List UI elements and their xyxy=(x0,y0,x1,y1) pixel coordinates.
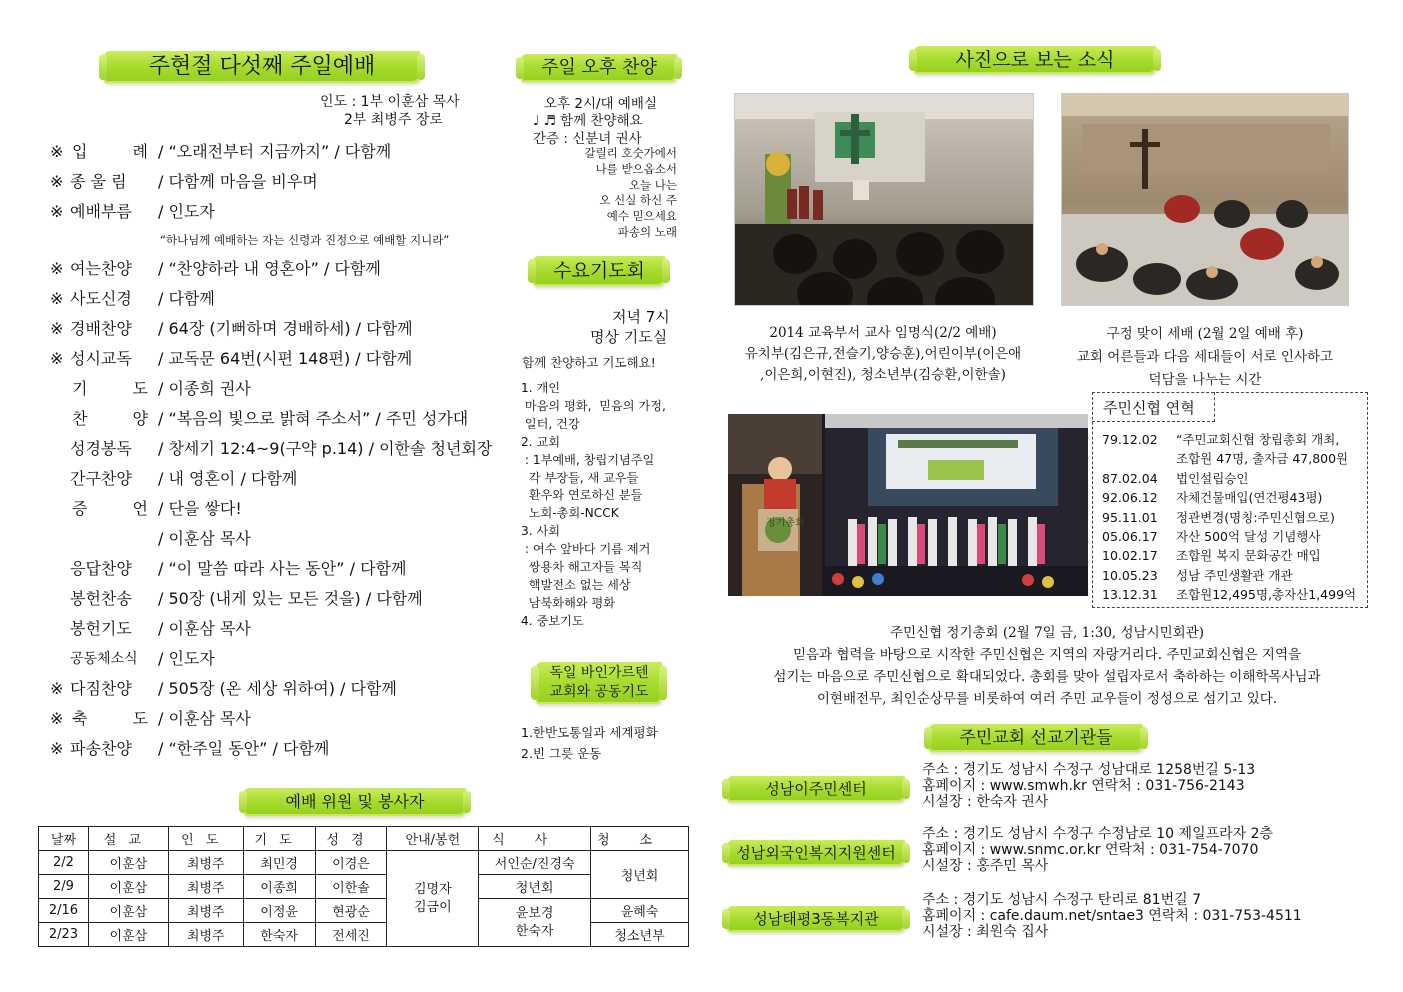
table-row xyxy=(39,923,689,947)
order-name: 성경봉독 xyxy=(70,439,132,458)
history-text: 정관변경(명칭:주민신협으로) xyxy=(1176,509,1335,525)
cell: 이경은 xyxy=(315,851,387,875)
mission-info-3 xyxy=(922,892,1302,940)
order-name: 다짐찬양 xyxy=(70,679,132,698)
prayer-item: 1. 개인 xyxy=(521,381,561,395)
order-value: / 내 영혼이 / 다함께 xyxy=(158,469,298,488)
photo-credit-union-meeting xyxy=(728,414,1088,596)
col-date: 날짜 xyxy=(39,827,89,851)
order-name: 증 언 xyxy=(72,499,168,518)
order-value: / 505장 (온 세상 위하여) / 다함께 xyxy=(158,679,397,698)
mission-head: 시설장 : 최원숙 집사 xyxy=(922,924,1049,940)
mission-head: 시설장 : 홍주민 목사 xyxy=(922,858,1049,874)
caption-line: 덕담을 나누는 시간 xyxy=(1148,372,1262,388)
staff-table xyxy=(38,826,689,947)
cell: 전세진 xyxy=(315,923,387,947)
photo2-caption xyxy=(1052,323,1358,392)
history-date: 92.06.12 xyxy=(1102,490,1158,506)
order-name: 종 울 림 xyxy=(70,172,127,191)
history-date: 13.12.31 xyxy=(1102,587,1158,603)
history-date: 10.02.17 xyxy=(1102,548,1158,564)
order-value: / “찬양하라 내 영혼아” / 다함께 xyxy=(158,259,381,278)
order-mark: ※ xyxy=(50,289,64,308)
prayer-item: 4. 중보기도 xyxy=(521,613,584,628)
order-name: 찬 양 xyxy=(72,409,168,428)
order-value: / “이 말씀 따라 사는 동안” / 다함께 xyxy=(158,559,407,578)
cell: 이훈삼 xyxy=(88,851,168,875)
history-text: 자체건물매입(연건평43평) xyxy=(1176,490,1323,506)
photo1-caption xyxy=(724,323,1042,386)
table-row xyxy=(39,899,689,923)
afternoon-title: 주일 오후 찬양 xyxy=(521,54,677,82)
caption-line: 교회 어른들과 다음 세대들이 서로 인사하고 xyxy=(1076,349,1334,365)
german-title xyxy=(536,662,662,704)
caption-line: 이현배전무, 최인순상무를 비롯하여 여러 주민 교우들이 정성으로 섬기고 있다. xyxy=(816,691,1278,707)
history-date: 79.12.02 xyxy=(1102,432,1158,447)
wednesday-title: 수요기도회 xyxy=(533,256,665,286)
col-clean: 청소 xyxy=(591,827,689,851)
afternoon-sing: ♩ ♬ 함께 찬양해요 xyxy=(533,113,643,129)
cell-clean: 윤혜숙 xyxy=(591,899,689,923)
history-text: “주민교회신협 창립총회 개최, xyxy=(1176,432,1340,447)
order-name: 경배찬양 xyxy=(70,319,132,338)
mission-info-1 xyxy=(922,762,1255,810)
cell-meal: 청년회 xyxy=(479,875,591,899)
order-mark: ※ xyxy=(50,202,64,221)
history-date: 05.06.17 xyxy=(1102,529,1158,544)
order-value: / 교독문 64번(시편 148편) / 다함께 xyxy=(158,349,413,368)
col-prayer: 기도 xyxy=(243,827,315,851)
mission-address: 주소 : 경기도 성남시 수정구 성남대로 1258번길 5-13 xyxy=(922,762,1256,778)
photo-new-year-greeting xyxy=(1061,93,1349,306)
history-text: 조합원12,495명,총자산1,499억 xyxy=(1176,587,1357,603)
order-name: 사도신경 xyxy=(70,289,132,308)
order-mark: ※ xyxy=(50,172,64,191)
history-text: 조합원 47명, 출자금 47,800원 xyxy=(1176,451,1349,467)
cell: 이훈삼 xyxy=(88,899,168,923)
photo-teacher-appointment xyxy=(734,93,1034,306)
prayer-item: 남북화해와 평화 xyxy=(521,595,616,610)
cell: 최병주 xyxy=(168,851,243,875)
cell-meal: 서인순/진경숙 xyxy=(479,851,591,875)
mission-web: 홈페이지 : www.smwh.kr 연락처 : 031-756-2143 xyxy=(922,778,1245,794)
order-name: 여는찬양 xyxy=(70,259,132,278)
cell-clean: 청소년부 xyxy=(591,923,689,947)
history-date: 95.11.01 xyxy=(1102,509,1158,525)
mission-head: 시설장 : 한숙자 권사 xyxy=(922,794,1049,810)
photo-teacher-appointment-image xyxy=(735,94,1034,306)
worship-leader-1: 인도 : 1부 이훈삼 목사 xyxy=(320,94,460,110)
order-name: 축 도 xyxy=(72,709,168,728)
order-value: / 이종희 권사 xyxy=(158,379,251,398)
order-value: / 이훈삼 목사 xyxy=(158,529,251,548)
prayer-item: : 여수 앞바다 기름 제거 xyxy=(521,542,651,557)
song-item: 나를 받으옵소서 xyxy=(595,161,677,176)
order-name: 성시교독 xyxy=(70,349,132,368)
wednesday-prayer-list xyxy=(521,380,666,631)
worship-leader-2: 2부 최병주 장로 xyxy=(344,112,443,128)
order-value: / 다함께 마음을 비우며 xyxy=(158,172,318,191)
history-text: 자산 500억 달성 기념행사 xyxy=(1176,529,1321,544)
caption-line: 섬기는 마음으로 주민신협으로 확대되었다. 총회를 맞아 설립자로서 축하하는 이해학목사님과 xyxy=(773,669,1321,685)
prayer-item: 쌍용차 해고자들 복직 xyxy=(521,560,643,575)
prayer-item: 일터, 건강 xyxy=(521,416,580,431)
order-mark: ※ xyxy=(50,259,64,278)
cell: 2/9 xyxy=(39,875,89,899)
song-item: 예수 믿으세요 xyxy=(606,209,677,224)
song-item: 오늘 나는 xyxy=(628,177,677,192)
mission-label-3: 성남태평3동복지관 xyxy=(727,906,905,932)
german-item-2: 2.빈 그릇 운동 xyxy=(521,746,602,761)
prayer-item: 마음의 평화, 믿음의 가정, xyxy=(521,398,666,413)
mission-info-2 xyxy=(922,826,1273,874)
cell: 이훈삼 xyxy=(88,875,168,899)
cell: 이종희 xyxy=(243,875,315,899)
order-mark: ※ xyxy=(50,739,64,758)
call-verse: “하나님께 예배하는 자는 신령과 진정으로 예배할 지니라” xyxy=(160,233,450,247)
caption-line: ,이은희,이현진), 청소년부(김승환,이한솔) xyxy=(760,367,1006,383)
prayer-item: : 1부예배, 창립기념주일 xyxy=(521,452,655,467)
order-name: 예배부름 xyxy=(70,202,132,221)
cell: 최병주 xyxy=(168,899,243,923)
order-name: 봉헌기도 xyxy=(70,619,132,638)
order-value: / 다함께 xyxy=(158,289,215,308)
prayer-item: 3. 사회 xyxy=(521,524,561,539)
caption-line: 주민신협 정기총회 (2월 7일 금, 1:30, 성남시민회관) xyxy=(889,625,1205,641)
history-text: 법인설립승인 xyxy=(1176,470,1249,486)
order-value: / 64장 (기뻐하며 경배하세) / 다함께 xyxy=(158,319,413,338)
col-guide: 안내/봉헌 xyxy=(387,827,479,851)
cell: 이훈삼 xyxy=(88,923,168,947)
song-item: 파송의 노래 xyxy=(617,224,677,239)
afternoon-testimony: 간증 : 신분녀 권사 xyxy=(533,131,642,147)
order-value: / 인도자 xyxy=(158,202,215,221)
order-value: / 이훈삼 목사 xyxy=(158,619,251,638)
photo-credit-union-meeting-image xyxy=(728,414,1088,596)
prayer-item: 환우와 연로하신 분들 xyxy=(521,488,643,503)
cell: 현광순 xyxy=(315,899,387,923)
german-item-1: 1.한반도통일과 세계평화 xyxy=(521,725,658,740)
order-value: / “복음의 빛으로 밝혀 주소서” / 주민 성가대 xyxy=(158,409,469,428)
cell: 최민경 xyxy=(243,851,315,875)
worship-title: 주현절 다섯째 주일예배 xyxy=(104,51,420,83)
col-meal: 식사 xyxy=(479,827,591,851)
cell: 이정윤 xyxy=(243,899,315,923)
song-item: 오 신실 하신 주 xyxy=(599,193,677,208)
german-title-line2: 교회와 공동기도 xyxy=(549,684,649,700)
wednesday-place: 명상 기도실 xyxy=(590,328,668,346)
prayer-item: 핵발전소 없는 세상 xyxy=(521,577,631,592)
missions-title: 주민교회 선교기관들 xyxy=(929,724,1143,752)
order-value: / 단을 쌓다! xyxy=(158,499,242,518)
photo-new-year-greeting-image xyxy=(1062,94,1349,306)
photo3-caption xyxy=(712,622,1382,710)
order-name: 공동체소식 xyxy=(70,651,138,667)
cell: 이한솔 xyxy=(315,875,387,899)
order-name: 입 례 xyxy=(72,142,168,161)
german-title-line1: 독일 바인가르텐 xyxy=(549,665,649,681)
col-sermon: 설교 xyxy=(88,827,168,851)
order-mark: ※ xyxy=(50,319,64,338)
history-date: 87.02.04 xyxy=(1102,470,1158,486)
wednesday-time: 저녁 7시 xyxy=(612,308,670,326)
afternoon-song-list xyxy=(540,146,677,241)
history-date: 10.05.23 xyxy=(1102,567,1158,583)
order-value: / 50장 (내게 있는 모든 것을) / 다함께 xyxy=(158,589,423,608)
order-mark: ※ xyxy=(50,709,64,728)
cell-clean: 청년회 xyxy=(591,851,689,899)
mission-address: 주소 : 경기도 성남시 수정구 수정남로 10 제일프라자 2층 xyxy=(922,826,1274,842)
photo3-banner-text: 정기총회 xyxy=(766,518,805,529)
cell: 2/2 xyxy=(39,851,89,875)
cell: 2/23 xyxy=(39,923,89,947)
cell: 최병주 xyxy=(168,923,243,947)
order-name: 봉헌찬송 xyxy=(70,589,132,608)
table-header-row xyxy=(39,827,689,851)
mission-label-1: 성남이주민센터 xyxy=(727,776,905,802)
order-name: 응답찬양 xyxy=(70,559,132,578)
caption-line: 믿음과 협력을 바탕으로 시작한 주민신협은 지역의 자랑거리다. 주민교회신협은 지역을 xyxy=(792,647,1302,663)
wednesday-invite: 함께 찬양하고 기도해요! xyxy=(522,355,656,370)
order-mark: ※ xyxy=(50,679,64,698)
order-name: 간구찬양 xyxy=(70,469,132,488)
cell: 한숙자 xyxy=(243,923,315,947)
mission-label-2: 성남외국인복지지원센터 xyxy=(727,840,905,866)
col-leader: 인도 xyxy=(168,827,243,851)
cell-guide: 김명자 김금이 xyxy=(387,851,479,947)
order-value: / 이훈삼 목사 xyxy=(158,709,251,728)
order-value: / 창세기 12:4~9(구약 p.14) / 이한솔 청년회장 xyxy=(158,439,493,458)
prayer-item: 노회-총회-NCCK xyxy=(521,506,619,521)
afternoon-time: 오후 2시/대 예배실 xyxy=(544,96,658,112)
cell: 최병주 xyxy=(168,875,243,899)
history-text: 성남 주민생활관 개관 xyxy=(1176,567,1293,583)
history-text: 조합원 복지 문화공간 매입 xyxy=(1176,548,1321,564)
order-value: / “한주일 동안” / 다함께 xyxy=(158,739,330,758)
caption-line: 구정 맞이 세배 (2월 2일 예배 후) xyxy=(1106,326,1304,342)
prayer-item: 2. 교회 xyxy=(521,434,561,449)
cell: 2/16 xyxy=(39,899,89,923)
song-item: 갈릴리 호숫가에서 xyxy=(584,146,677,160)
prayer-item: 각 부장들, 새 교우들 xyxy=(521,470,639,485)
mission-address: 주소 : 경기도 성남시 수정구 탄리로 81번길 7 xyxy=(922,892,1201,908)
mission-web: 홈페이지 : www.snmc.or.kr 연락처 : 031-754-7070 xyxy=(922,842,1259,858)
order-name: 기 도 xyxy=(72,379,168,398)
order-value: / “오래전부터 지금까지” / 다함께 xyxy=(158,142,392,161)
table-row xyxy=(39,851,689,875)
cell-meal: 윤보경 한숙자 xyxy=(479,899,591,947)
order-mark: ※ xyxy=(50,349,64,368)
caption-line: 유치부(김은규,전슬기,양승훈),어린이부(이은애 xyxy=(744,346,1022,362)
col-bible: 성경 xyxy=(315,827,387,851)
history-title: 주민신협 연혁 xyxy=(1103,399,1195,417)
order-name: 파송찬양 xyxy=(70,739,132,758)
news-title: 사진으로 보는 소식 xyxy=(914,46,1156,74)
caption-line: 2014 교육부서 교사 임명식(2/2 예배) xyxy=(769,325,997,341)
mission-web: 홈페이지 : cafe.daum.net/sntae3 연락처 : 031-753-4511 xyxy=(922,908,1302,924)
order-mark: ※ xyxy=(50,142,64,161)
order-value: / 인도자 xyxy=(158,649,215,668)
staff-title: 예배 위원 및 봉사자 xyxy=(244,788,466,816)
